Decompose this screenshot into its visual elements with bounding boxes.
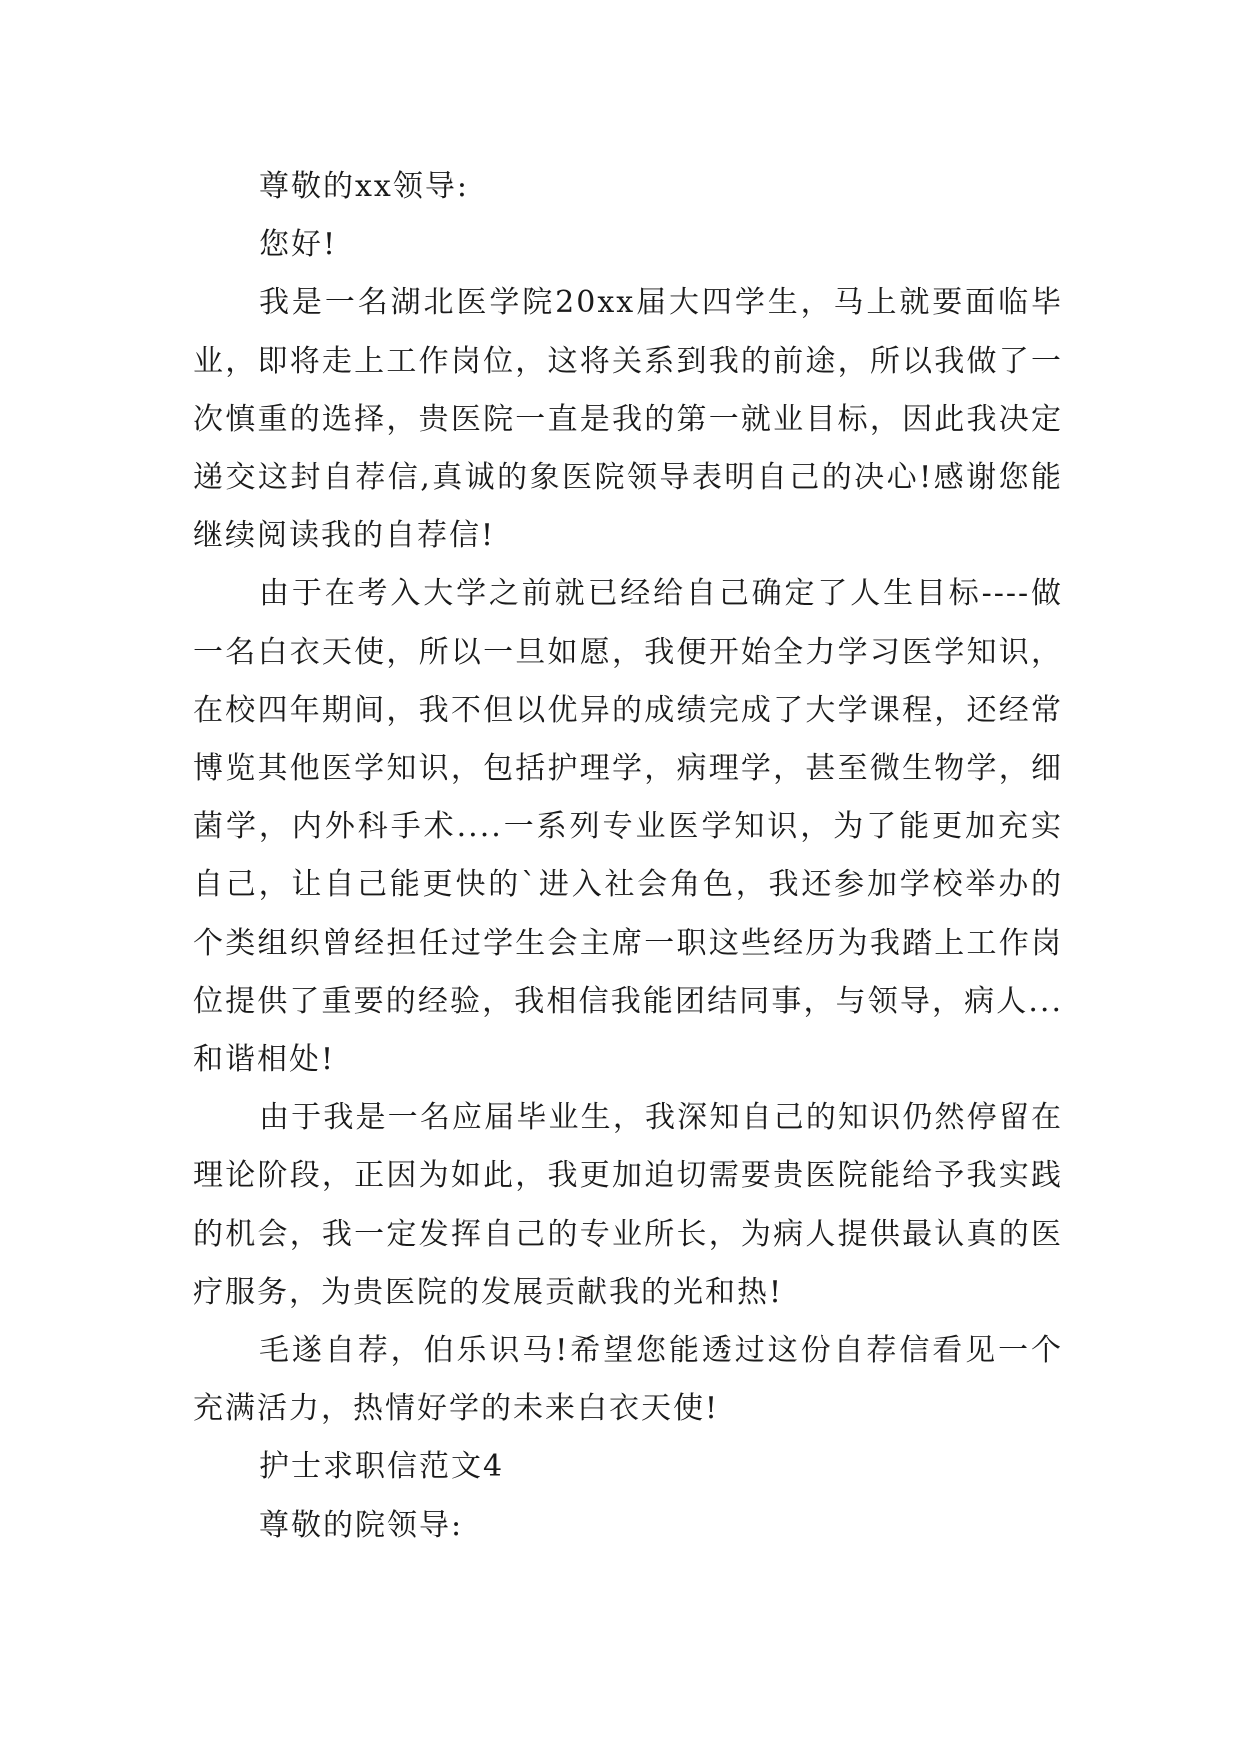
- greeting: 您好!: [259, 227, 338, 263]
- letter-body: [193, 158, 1063, 1555]
- paragraph-motivation: 由于我是一名应届毕业生，我深知自己的知识仍然停留在理论阶段，正因为如此，我更加迫切需要贵医院能给予我实践的机会，我一定发挥自己的专业所长，为病人提供最认真的医疗服务，为贵医院的发展贡献我的光和热!: [193, 1100, 1063, 1310]
- salutation: 尊敬的xx领导:: [259, 169, 469, 204]
- salutation-second: 尊敬的院领导:: [259, 1507, 464, 1543]
- paragraph-education: 由于在考入大学之前就已经给自己确定了人生目标----做一名白衣天使，所以一旦如愿，我便开始全力学习医学知识，在校四年期间，我不但以优异的成绩完成了大学课程，还经常博览其他医学知识，包括护理学，病理学，甚至微生物学，细菌学，内外科手术....一系列专业医学知识，为了能更加充实自己，让自己能更快的`进入社会角色，我还参加学校举办的个类组织曾经担任过学生会主席一职这些经历为我踏上工作岗位提供了重要的经验，我相信我能团结同事，与领导，病人...和谐相处!: [193, 576, 1063, 1078]
- paragraph-closing: 毛遂自荐，伯乐识马!希望您能透过这份自荐信看见一个充满活力，热情好学的未来白衣天使!: [193, 1333, 1063, 1427]
- section-heading: 护士求职信范文4: [259, 1449, 505, 1485]
- paragraph-introduction: 我是一名湖北医学院20xx届大四学生，马上就要面临毕业，即将走上工作岗位，这将关系到我的前途，所以我做了一次慎重的选择，贵医院一直是我的第一就业目标，因此我决定递交这封自荐信,真诚的象医院领导表明自己的决心!感谢您能继续阅读我的自荐信!: [193, 285, 1063, 554]
